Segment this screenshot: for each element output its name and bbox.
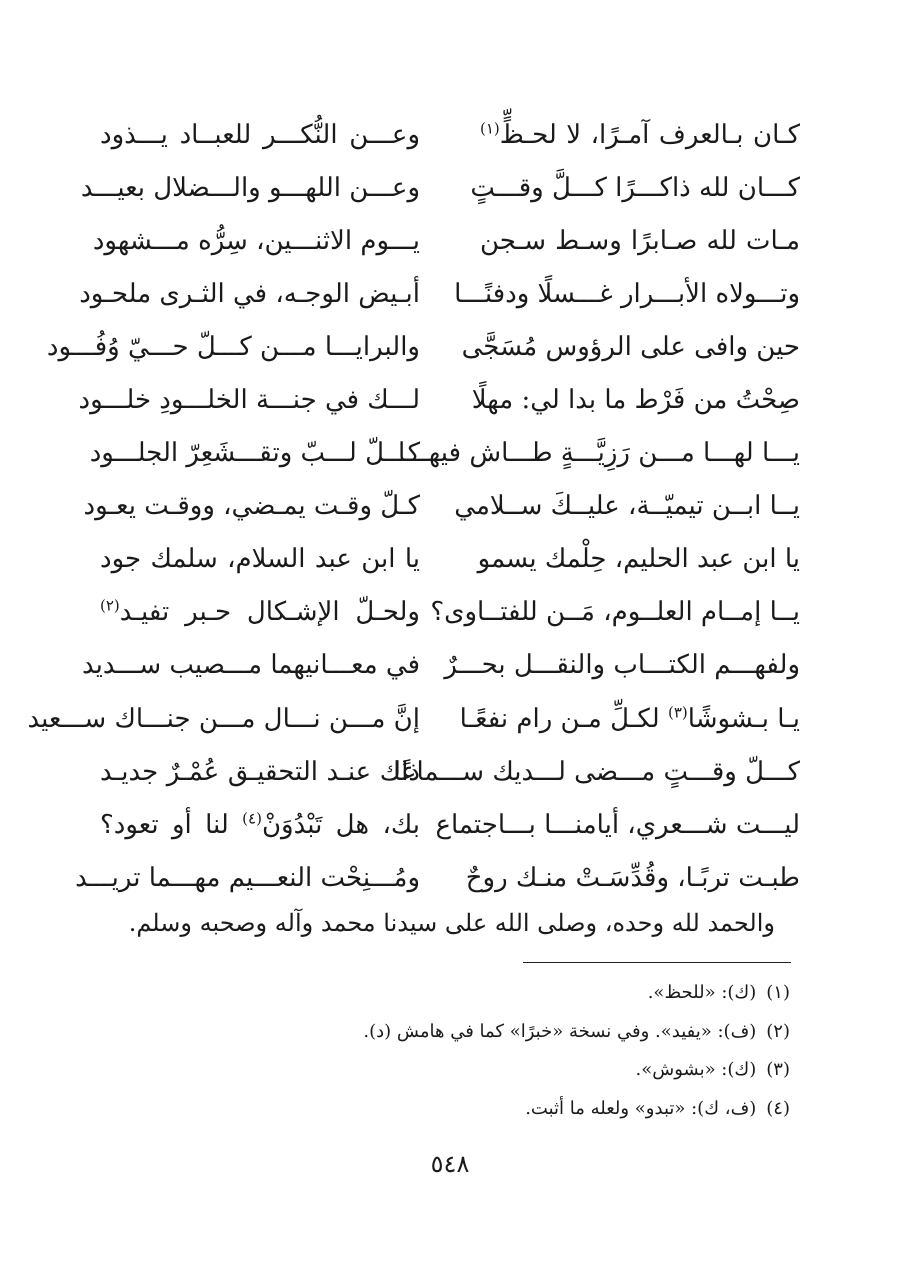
hemistich-left: يا ابن عبد السلام، سلمك جود <box>100 544 420 575</box>
hemistich-right: حين وافى على الرؤوس مُسَجَّى <box>461 331 800 362</box>
verse <box>81 639 800 692</box>
hemistich-right: ولفهـــم الكتـــاب والنقـــل بحـــرٌ <box>444 650 800 681</box>
hemistich-right: ليـــت شـــعري، أيامنـــا بـــاجتماع <box>435 809 800 840</box>
footnote-text: (ك): «للحظ». <box>647 982 757 1003</box>
verse <box>89 427 800 480</box>
verse <box>83 480 800 533</box>
footnote <box>100 974 790 1013</box>
hemistich-right: كـان بـالعرف آمـرًا، لا لحـظٍّ$^{(١)}$ <box>480 118 800 150</box>
verse <box>27 692 800 745</box>
hemistich-right: مـات لله صـابرًا وسـط سـجن <box>480 225 800 256</box>
hemistich-left: كـلّ وقـت يمـضي، ووقـت يعـود <box>83 491 420 522</box>
hemistich-left: لـــك في جنـــة الخلـــودِ خلـــود <box>78 385 420 416</box>
hemistich-right: وتـــولاه الأبـــرار غـــسلًا ودفنًـــا <box>454 278 800 309</box>
hemistich-left: وعـــن اللهـــو والـــضلال بعيـــد <box>80 172 420 203</box>
verse <box>100 533 800 586</box>
footnote-text: (ف، ك): «تبدو» ولعله ما أثبت. <box>525 1097 757 1119</box>
hemistich-left: في معـــانيهما مـــصيب ســـديد <box>81 650 420 681</box>
hemistich-left: ومُـــنِحْت النعـــيم مهـــما تريـــد <box>75 862 420 893</box>
footnote-number: (١) <box>766 982 790 1003</box>
hemistich-right: صِحْتُ من فَرْط ما بدا لي: مهلًا <box>471 385 800 416</box>
hemistich-left: ولحـلّ الإشـكال حـبر تفيـد$^{(٢)}$ <box>100 596 420 628</box>
verse <box>75 851 800 904</box>
hemistich-right: كـــان لله ذاكـــرًا كـــلَّ وقـــتٍ <box>470 172 800 203</box>
poem <box>27 108 800 904</box>
hemistich-right: كـــلّ وقـــتٍ مـــضى لـــديك ســـماعًا <box>393 756 800 787</box>
footnotes <box>100 974 790 1128</box>
footnote-number: (٣) <box>766 1059 790 1080</box>
footnote-marker: (٢) <box>100 596 120 615</box>
footnote-marker: (٣) <box>667 702 688 721</box>
verse <box>78 373 800 426</box>
hemistich-right: يـا بـشوشًا$^{(٣)}$ لكـلِّ مـن رام نفعًـا <box>459 702 800 734</box>
footnote-marker: (١) <box>480 118 500 137</box>
verse <box>100 108 800 161</box>
hemistich-left: يـــوم الاثنـــين، سِرُّه مـــشهود <box>92 225 420 256</box>
footnote-number: (٤) <box>766 1097 790 1119</box>
verse <box>100 745 800 798</box>
footnote-text: (ف): «يفيد». وفي نسخة «خبرًا» كما في هامش (د). <box>363 1020 757 1042</box>
hemistich-right: يـــا لهـــا مـــن رَزِيَّـــةٍ طـــاش فيهـــا <box>398 438 800 469</box>
footnote-marker: (٤) <box>242 809 262 828</box>
page-number: ٥٤٨ <box>430 1150 470 1178</box>
hemistich-left: إنَّ مـــن نـــال مـــن جنـــاك ســـعيد <box>27 703 420 734</box>
hemistich-left: وعـــن النُّكـــر للعبــاد يـــذود <box>100 119 420 150</box>
verse <box>92 214 800 267</box>
verse <box>100 798 800 851</box>
footnote <box>100 1013 790 1052</box>
hemistich-right: طبـت تربًـا، وقُدِّسَـتْ منـك روحٌ <box>465 862 800 893</box>
footnote <box>100 1090 790 1129</box>
hemistich-right: يــا إمــام العلــوم، مَــن للفتــاوى؟ <box>430 597 800 628</box>
hemistich-left: والبرايـــا مـــن كـــلّ حـــيّ وُفُـــود <box>46 331 420 362</box>
hemistich-left: أبـيض الوجـه، في الثـرى ملحـود <box>79 278 420 309</box>
verse <box>46 320 800 373</box>
hemistich-left: ذاك عنـد التحقيـق عُمْـرٌ جديـد <box>100 756 420 787</box>
footnote-text: (ك): «بشوش». <box>635 1059 757 1080</box>
footnote-number: (٢) <box>766 1020 790 1042</box>
footnote <box>100 1051 790 1090</box>
hemistich-right: يــا ابــن تيميّــة، عليــكَ ســلامي <box>454 491 800 522</box>
hemistich-right: يا ابن عبد الحليم، حِلْمك يسمو <box>477 544 800 575</box>
verse <box>79 267 800 320</box>
hemistich-left: بك، هل تَبْدُوَنْ$^{(٤)}$ لنا أو تعود؟ <box>100 809 420 840</box>
verse <box>100 586 800 639</box>
hemistich-left: كـــلّ لـــبّ وتقـــشَعِرّ الجلـــود <box>89 438 420 469</box>
closing-line: والحمد لله وحده، وصلى الله على سيدنا محمد وآله وصحبه وسلم. <box>128 909 775 937</box>
verse <box>80 161 800 214</box>
footnote-divider <box>523 962 791 963</box>
